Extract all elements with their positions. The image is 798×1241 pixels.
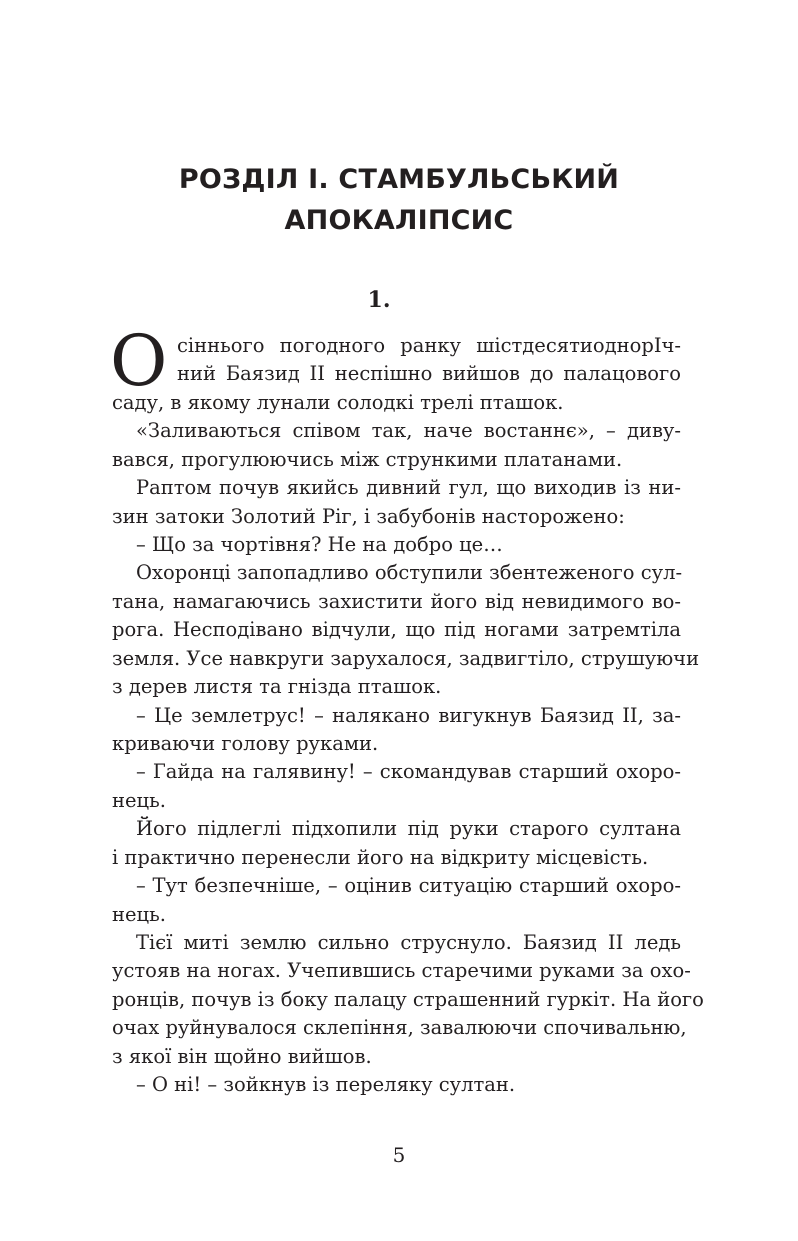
paragraph-line: зин затоки Золотий Ріг, і забубонів насторожено: [112,505,625,528]
paragraph-line: рога. Несподівано відчули, що під ногами затремтіла [112,618,681,641]
paragraph-line: і практично перенесли його на відкриту місцевість. [112,846,649,869]
paragraph-line: Охоронці запопадливо обступили збентеженого сул- [136,561,683,584]
paragraph-line: тана, намагаючись захистити його від невидимого во- [112,590,681,613]
paragraph-line: з якої він щойно вийшов. [112,1045,372,1068]
paragraph-line: – Що за чортівня? Не на добро це… [136,533,503,556]
paragraph-line: «Заливаються співом так, наче востаннє», – диву- [136,419,681,442]
paragraph-line: – Це землетрус! – налякано вигукнув Баязид II, за- [136,704,681,727]
paragraph-line: Його підлеглі підхопили під руки старого султана [136,817,681,840]
paragraph-line: саду, в якому лунали солодкі трелі пташок. [112,391,564,414]
paragraph-line: – Гайда на галявину! – скомандував старший охоро- [136,760,681,783]
page-number: 5 [392,1143,406,1167]
paragraph-line: – Тут безпечніше, – оцінив ситуацію старший охоро- [136,874,681,897]
drop-cap: О [110,320,168,402]
paragraph-line: нець. [112,903,166,926]
paragraph-line: устояв на ногах. Учепившись старечими руками за охо- [112,959,691,982]
paragraph-line: – О ні! – зойкнув із переляку султан. [136,1073,516,1096]
paragraph-line: криваючи голову руками. [112,732,379,755]
paragraph-line: ний Баязид II неспішно вийшов до палацового [177,362,681,385]
paragraph-line: з дерев листя та гнізда пташок. [112,675,442,698]
paragraph-line: ронців, почув із боку палацу страшенний гуркіт. На його [112,988,704,1011]
chapter-title-line-2: АПОКАЛІПСИС [284,205,514,236]
section-number: 1. [367,287,391,313]
paragraph-line: очах руйнувалося склепіння, завалюючи спочивальню, [112,1016,687,1039]
paragraph-line: Тієї миті землю сильно струснуло. Баязид II ледь [136,931,681,954]
paragraph-line: земля. Усе навкруги заруxалося, задвигтіло, струшуючи [112,647,700,670]
paragraph-line: сіннього погодного ранку шістдесятиоднорІч- [177,334,681,357]
chapter-title-line-1: РОЗДІЛ І. СТАМБУЛЬСЬКИЙ [178,164,620,195]
paragraph-line: вався, прогулюючись між стрункими платанами. [112,448,623,471]
paragraph-line: нець. [112,789,166,812]
paragraph-line: Раптом почув якийсь дивний гул, що виходив із ни- [136,476,681,499]
